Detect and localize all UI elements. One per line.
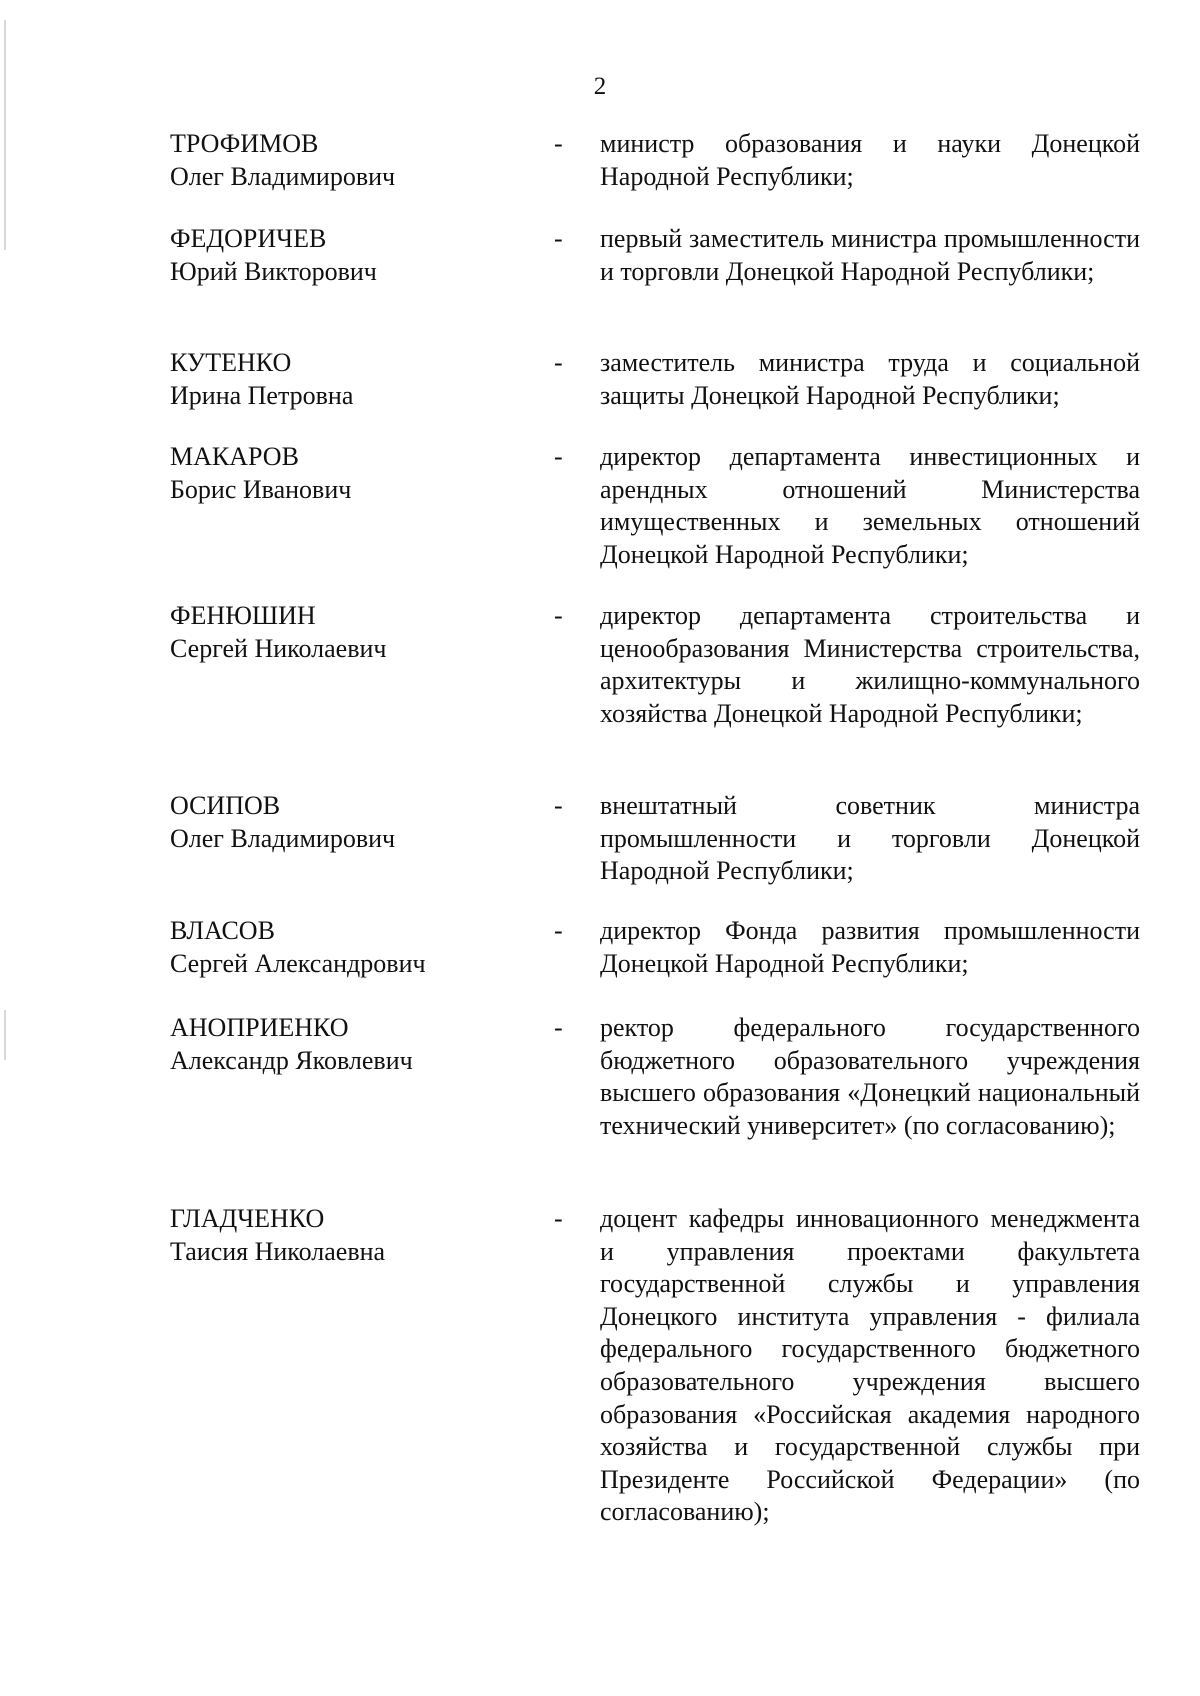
- member-name: [170, 128, 530, 193]
- member-surname: ВЛАСОВ: [170, 916, 275, 945]
- member-position: внештатный советник министра промышленности и торговли Донецкой Народной Республики;: [600, 791, 1140, 886]
- member-surname: ФЕДОРИЧЕВ: [170, 224, 327, 253]
- member-position: ректор федерального государственного бюджетного образовательного учреждения высшего образования «Донецкий национальный технический университет» (по согласованию);: [600, 1013, 1140, 1140]
- member-given-names: Ирина Петровна: [170, 380, 354, 410]
- member-position: министр образования и науки Донецкой Народной Республики;: [600, 129, 1140, 191]
- member-position: доцент кафедры инновационного менеджмента и управления проектами факультета государственной службы и управления Донецкого института управления - филиала федерального государственного бюджетного образовательного учреждения высшего образования «Российская академия народного хозяйства и государственной службы при Президенте Российской Федерации» (по согласованию);: [600, 1204, 1140, 1527]
- member-given-names: Таисия Николаевна: [170, 1236, 386, 1266]
- member-name: [170, 1203, 530, 1268]
- member-given-names: Юрий Викторович: [170, 256, 377, 286]
- member-position: директор департамента строительства и ценообразования Министерства строительства, архитектуры и жилищно-коммунального хозяйства Донецкой Народной Республики;: [600, 601, 1140, 728]
- member-surname: ТРОФИМОВ: [170, 129, 319, 158]
- entry-dash: -: [554, 1204, 563, 1233]
- entry-dash: -: [554, 348, 563, 377]
- member-name: [170, 600, 530, 665]
- member-given-names: Борис Иванович: [170, 474, 352, 504]
- member-position: директор департамента инвестиционных и арендных отношений Министерства имущественных и земельных отношений Донецкой Народной Республики;: [600, 442, 1140, 569]
- entry-dash: -: [554, 224, 563, 253]
- entry-dash: -: [554, 791, 563, 820]
- member-surname: ГЛАДЧЕНКО: [170, 1204, 325, 1233]
- page-number: 2: [593, 73, 607, 100]
- member-given-names: Сергей Николаевич: [170, 633, 387, 663]
- member-name: [170, 915, 530, 980]
- member-given-names: Александр Яковлевич: [170, 1045, 413, 1075]
- member-given-names: Олег Владимирович: [170, 823, 396, 853]
- member-position: директор Фонда развития промышленности Донецкой Народной Республики;: [600, 916, 1140, 978]
- member-given-names: Сергей Александрович: [170, 948, 426, 978]
- scan-edge-mark: [4, 20, 6, 250]
- member-name: [170, 223, 530, 288]
- member-surname: КУТЕНКО: [170, 348, 292, 377]
- member-surname: ОСИПОВ: [170, 791, 281, 820]
- scan-edge-mark: [4, 1010, 6, 1060]
- member-name: [170, 347, 530, 412]
- entry-dash: -: [554, 916, 563, 945]
- member-position: заместитель министра труда и социальной защиты Донецкой Народной Республики;: [600, 348, 1140, 410]
- entry-dash: -: [554, 129, 563, 158]
- member-name: [170, 441, 530, 506]
- member-position: первый заместитель министра промышленности и торговли Донецкой Народной Республики;: [600, 224, 1140, 286]
- member-name: [170, 790, 530, 855]
- member-given-names: Олег Владимирович: [170, 161, 396, 191]
- entry-dash: -: [554, 601, 563, 630]
- member-surname: ФЕНЮШИН: [170, 601, 316, 630]
- entry-dash: -: [554, 1013, 563, 1042]
- member-surname: АНОПРИЕНКО: [170, 1013, 349, 1042]
- member-surname: МАКАРОВ: [170, 442, 299, 471]
- member-name: [170, 1012, 530, 1077]
- entry-dash: -: [554, 442, 563, 471]
